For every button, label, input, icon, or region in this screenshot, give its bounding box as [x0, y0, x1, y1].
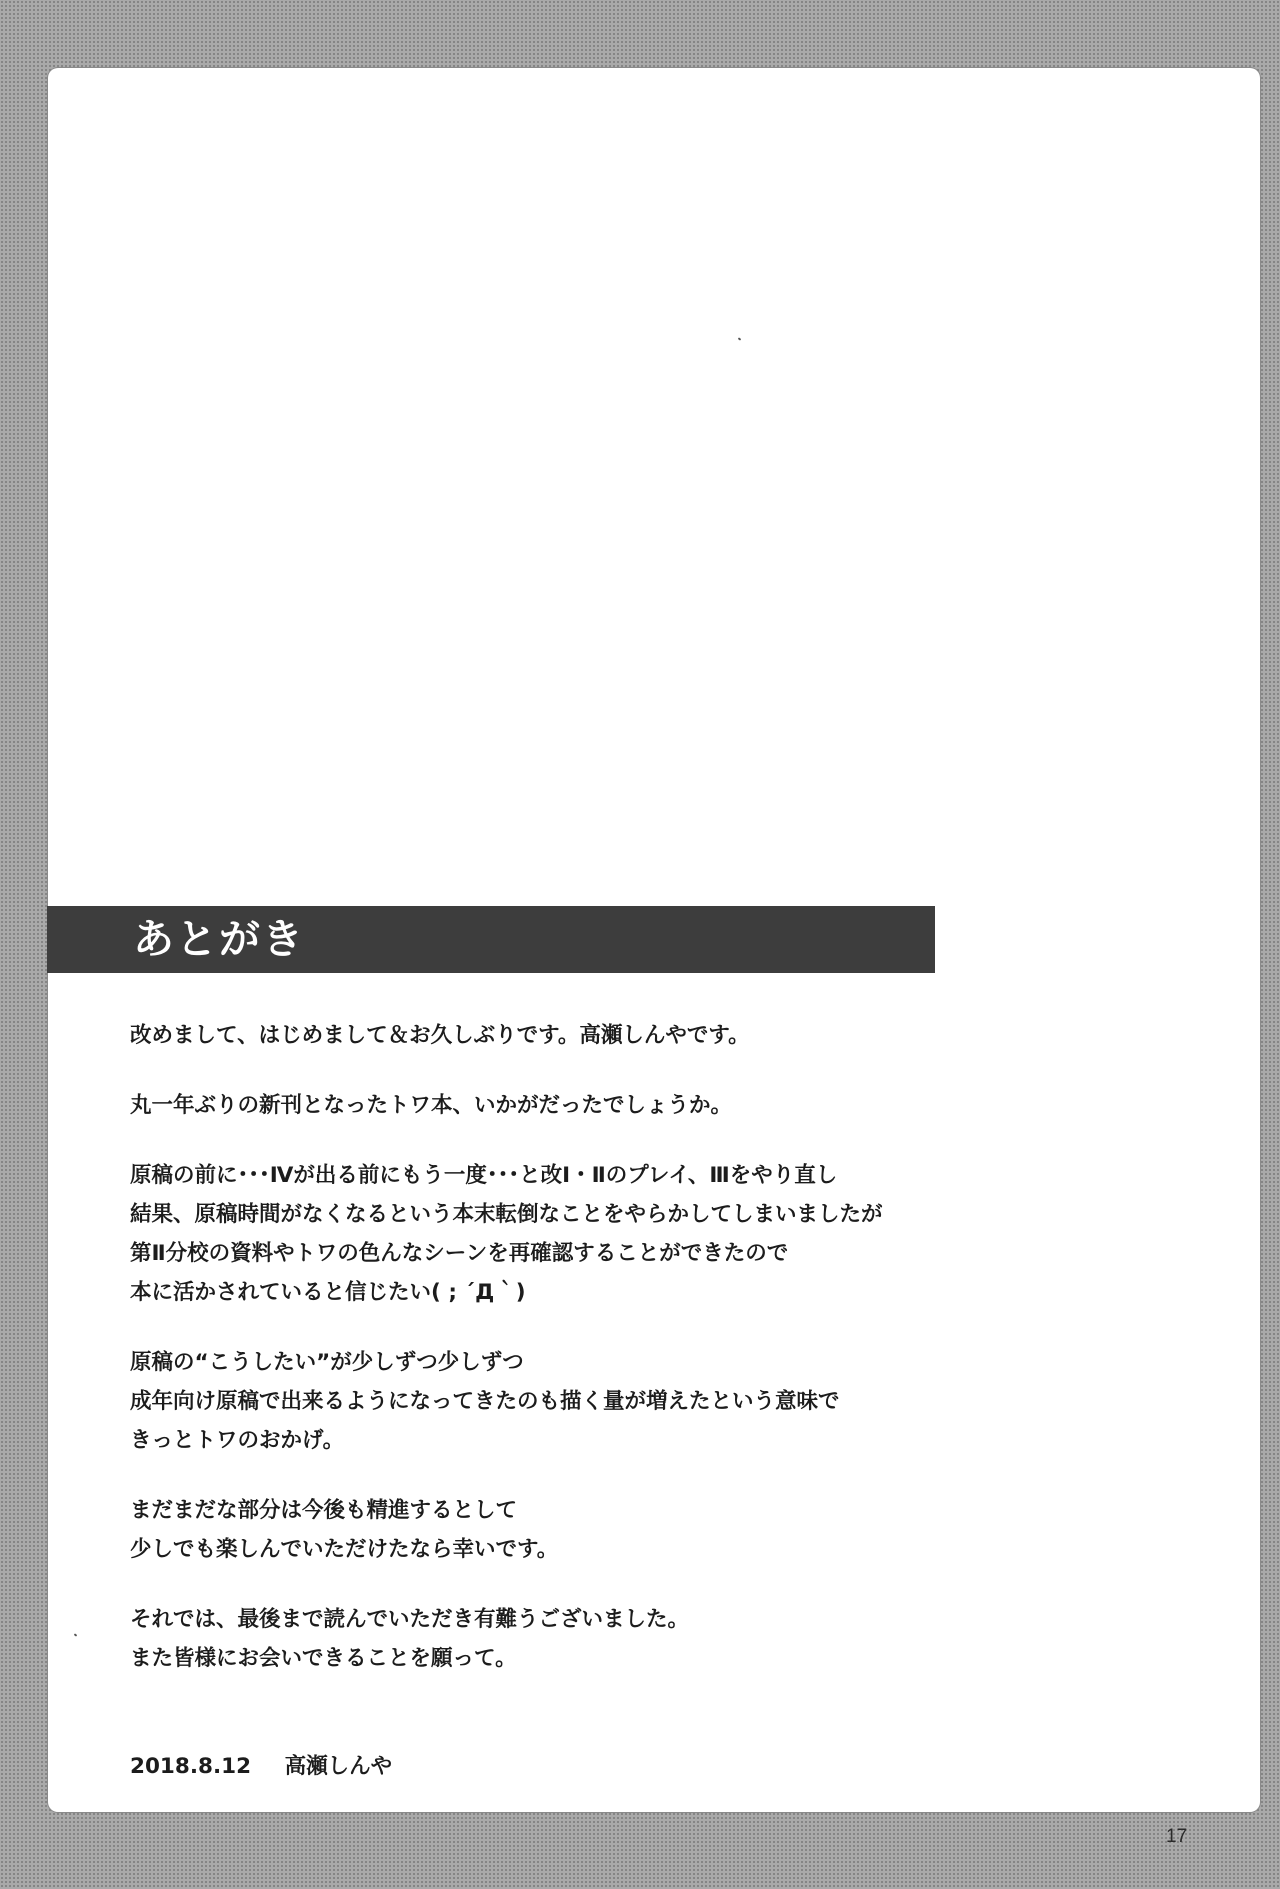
text-line: まだまだな部分は今後も精進するとして	[130, 1498, 518, 1523]
text-line: 本に活かされていると信じたい( ; ´Д｀)	[130, 1280, 526, 1305]
text-line: 成年向け原稿で出来るようになってきたのも描く量が増えたという意味で	[130, 1389, 840, 1414]
paragraph	[130, 1491, 1190, 1569]
dust-speck	[74, 1633, 78, 1636]
paragraph	[130, 1156, 1190, 1312]
signature-author: 高瀬しんや	[284, 1754, 393, 1779]
paragraph	[130, 1086, 1190, 1125]
text-line: 第Ⅱ分校の資料やトワの色んなシーンを再確認することができたので	[130, 1241, 789, 1266]
signature-date: 2018.8.12	[130, 1754, 252, 1779]
afterword-title-bar	[47, 906, 935, 973]
text-line: きっとトワのおかげ。	[130, 1428, 345, 1453]
text-line: 結果、原稿時間がなくなるという本末転倒なことをやらかしてしまいましたが	[130, 1202, 883, 1227]
text-line: それでは、最後まで読んでいただき有難うございました。	[130, 1607, 690, 1632]
text-line: 改めまして、はじめまして＆お久しぶりです。高瀬しんやです。	[130, 1023, 750, 1048]
page-number: 17	[1166, 1826, 1188, 1847]
paragraph	[130, 1016, 1190, 1055]
text-line: また皆様にお会いできることを願って。	[130, 1646, 517, 1671]
text-line: 少しでも楽しんでいただけたなら幸いです。	[130, 1537, 559, 1562]
paragraph	[130, 1600, 1190, 1678]
text-line: 原稿の“こうしたい”が少しずつ少しずつ	[130, 1350, 524, 1375]
signature	[130, 1749, 392, 1785]
text-line: 丸一年ぶりの新刊となったトワ本、いかがだったでしょうか。	[130, 1093, 733, 1118]
afterword-title: あとがき	[133, 915, 305, 963]
paragraph	[130, 1343, 1190, 1460]
dust-speck	[738, 337, 742, 340]
afterword-body	[130, 1016, 1190, 1709]
text-line: 原稿の前に･･･Ⅳが出る前にもう一度･･･と改Ⅰ・Ⅱのプレイ、Ⅲをやり直し	[130, 1163, 838, 1188]
paper-page	[48, 68, 1260, 1812]
